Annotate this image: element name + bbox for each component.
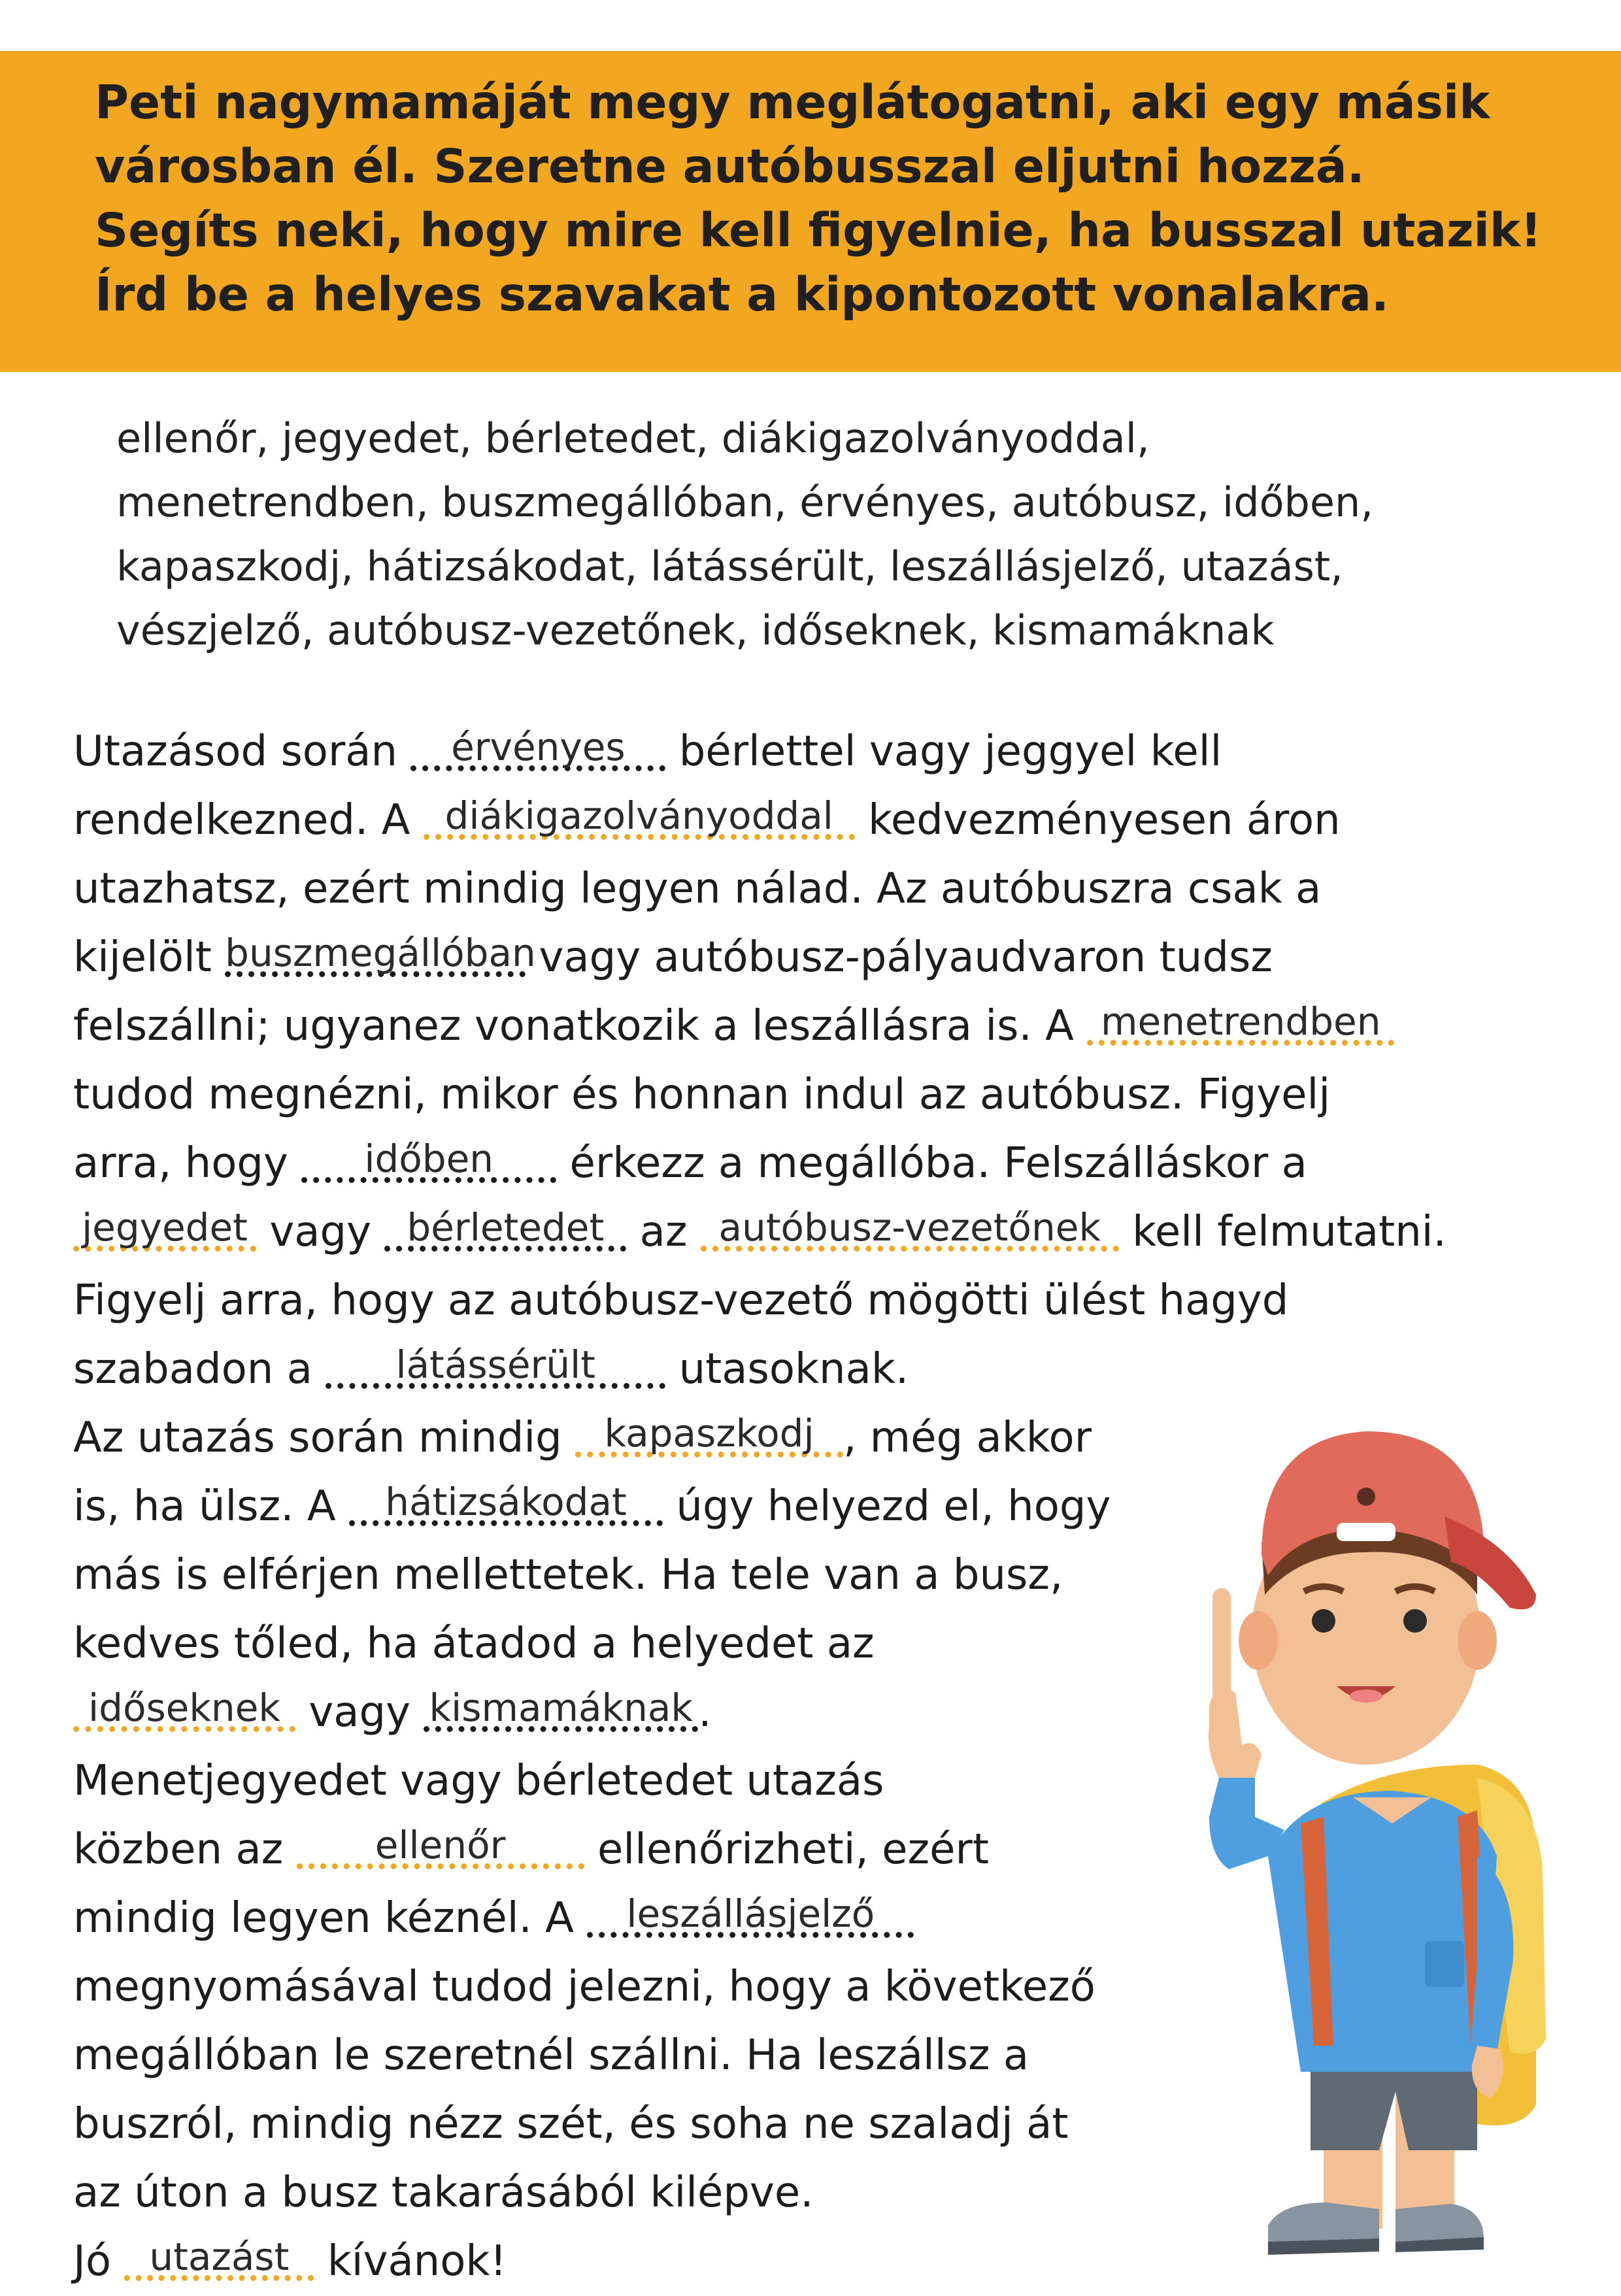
- text: vagy: [256, 1208, 385, 1256]
- text: arra, hogy: [73, 1139, 302, 1188]
- story-line: utazhatsz, ezért mindig legyen nálad. Az autóbuszra csak a: [73, 865, 1322, 913]
- answer-blank[interactable]: [575, 1411, 843, 1457]
- text: bérlettel vagy jeggyel kell: [665, 727, 1222, 776]
- text: Az utazás során mindig: [73, 1414, 576, 1462]
- answer-blank[interactable]: [73, 1686, 295, 1732]
- word-bank-line: menetrendben, buszmegállóban, érvényes, autóbusz, időben,: [116, 478, 1374, 526]
- story-line: megnyomásával tudod jelezni, hogy a következő: [73, 1963, 1095, 2011]
- answer-blank[interactable]: [424, 1686, 698, 1732]
- text: Jó: [73, 2237, 125, 2286]
- text: , még akkor: [843, 1414, 1092, 1462]
- text: felszállni; ugyanez vonatkozik a leszállásra is. A: [73, 1002, 1088, 1050]
- boy-with-cap-and-backpack-icon: [1170, 1399, 1575, 2268]
- answer-blank[interactable]: [1087, 999, 1394, 1046]
- answer-text: időseknek: [88, 1686, 280, 1730]
- story-line: buszról, mindig nézz szét, és soha ne szaladj át: [73, 2100, 1069, 2148]
- story-line: [73, 786, 1446, 855]
- story-line: megállóban le szeretnél szállni. Ha leszállsz a: [73, 2031, 1029, 2080]
- answer-text: bérletedet: [407, 1205, 605, 1250]
- answer-text: utazást: [149, 2235, 290, 2279]
- text: szabadon a: [73, 1345, 326, 1393]
- answer-text: kapaszkodj: [604, 1411, 814, 1456]
- answer-text: buszmegállóban: [225, 931, 536, 975]
- answer-text: leszállásjelző: [626, 1891, 875, 1936]
- answer-text: időben: [364, 1137, 494, 1181]
- text: úgy helyezd el, hogy: [663, 1482, 1111, 1531]
- text: közben az: [73, 1825, 297, 1874]
- text: ellenőrizheti, ezért: [584, 1825, 989, 1874]
- answer-text: jegyedet: [82, 1205, 248, 1250]
- text: kijelölt: [73, 933, 226, 982]
- story-line: [73, 923, 1446, 992]
- answer-blank[interactable]: [349, 1480, 663, 1526]
- text: utasoknak.: [665, 1345, 909, 1393]
- text: rendelkezned. A: [73, 796, 424, 844]
- answer-blank[interactable]: [73, 1205, 256, 1252]
- story-line: tudod megnézni, mikor és honnan indul az autóbusz. Figyelj: [73, 1071, 1331, 1119]
- answer-text: ellenőr: [375, 1823, 506, 1867]
- answer-blank[interactable]: [410, 725, 665, 771]
- word-bank: [116, 407, 1580, 663]
- text: is, ha ülsz. A: [73, 1482, 350, 1531]
- story-line: kedves tőled, ha átadod a helyedet az: [73, 1620, 875, 1668]
- answer-text: kismamáknak: [429, 1686, 694, 1730]
- answer-blank[interactable]: [301, 1137, 556, 1183]
- story-line: [73, 1129, 1446, 1198]
- story-line: más is elférjen mellettetek. Ha tele van a busz,: [73, 1551, 1063, 1599]
- answer-text: látássérült: [395, 1342, 596, 1387]
- story-line: az úton a busz takarásából kilépve.: [73, 2169, 814, 2217]
- instruction-line: Írd be a helyes szavakat a kipontozott vonalakra.: [95, 267, 1389, 322]
- text: az: [626, 1208, 701, 1256]
- word-bank-line: vészjelző, autóbusz-vezetőnek, időseknek, kismamáknak: [116, 607, 1275, 654]
- word-bank-line: ellenőr, jegyedet, bérletedet, diákigazolványoddal,: [116, 414, 1150, 462]
- answer-text: autóbusz-vezetőnek: [718, 1205, 1101, 1250]
- instruction-line: Segíts neki, hogy mire kell figyelnie, ha busszal utazik!: [95, 203, 1542, 258]
- story-line: Menetjegyedet vagy bérletedet utazás: [73, 1757, 884, 1805]
- story-line: [73, 992, 1446, 1061]
- text: kedvezményesen áron: [854, 796, 1341, 844]
- text: .: [698, 1688, 712, 1737]
- answer-blank[interactable]: [124, 2235, 314, 2281]
- text: mindig legyen kéznél. A: [73, 1894, 588, 1942]
- instruction-line: Peti nagymamáját megy meglátogatni, aki egy másik: [95, 75, 1490, 129]
- text: kívánok!: [314, 2237, 507, 2286]
- story-line: [73, 718, 1446, 786]
- answer-blank[interactable]: [384, 1205, 626, 1252]
- answer-text: diákigazolványoddal: [444, 793, 833, 838]
- answer-blank[interactable]: [326, 1342, 665, 1389]
- answer-blank[interactable]: [701, 1205, 1119, 1252]
- answer-text: hátizsákodat: [385, 1480, 627, 1524]
- answer-text: érvényes: [451, 725, 626, 769]
- answer-text: menetrendben: [1101, 999, 1381, 1044]
- answer-blank[interactable]: [424, 793, 855, 840]
- text: kell felmutatni.: [1118, 1208, 1446, 1256]
- answer-blank[interactable]: [297, 1823, 584, 1869]
- instruction-line: városban él. Szeretne autóbusszal eljutni hozzá.: [95, 139, 1365, 193]
- answer-blank[interactable]: [225, 931, 536, 977]
- word-bank-line: kapaszkodj, hátizsákodat, látássérült, leszállásjelző, utazást,: [116, 542, 1343, 590]
- instruction-text: [95, 71, 1565, 327]
- text: érkezz a megállóba. Felszálláskor a: [556, 1139, 1307, 1188]
- story-line: [73, 1335, 1446, 1404]
- text: vagy autóbusz-pályaudvaron tudsz: [526, 933, 1273, 982]
- text: Utazásod során: [73, 727, 411, 776]
- answer-blank[interactable]: [587, 1891, 914, 1938]
- story-line: [73, 1198, 1446, 1267]
- story-line: Figyelj arra, hogy az autóbusz-vezető mögötti ülést hagyd: [73, 1276, 1289, 1325]
- text: vagy: [295, 1688, 424, 1737]
